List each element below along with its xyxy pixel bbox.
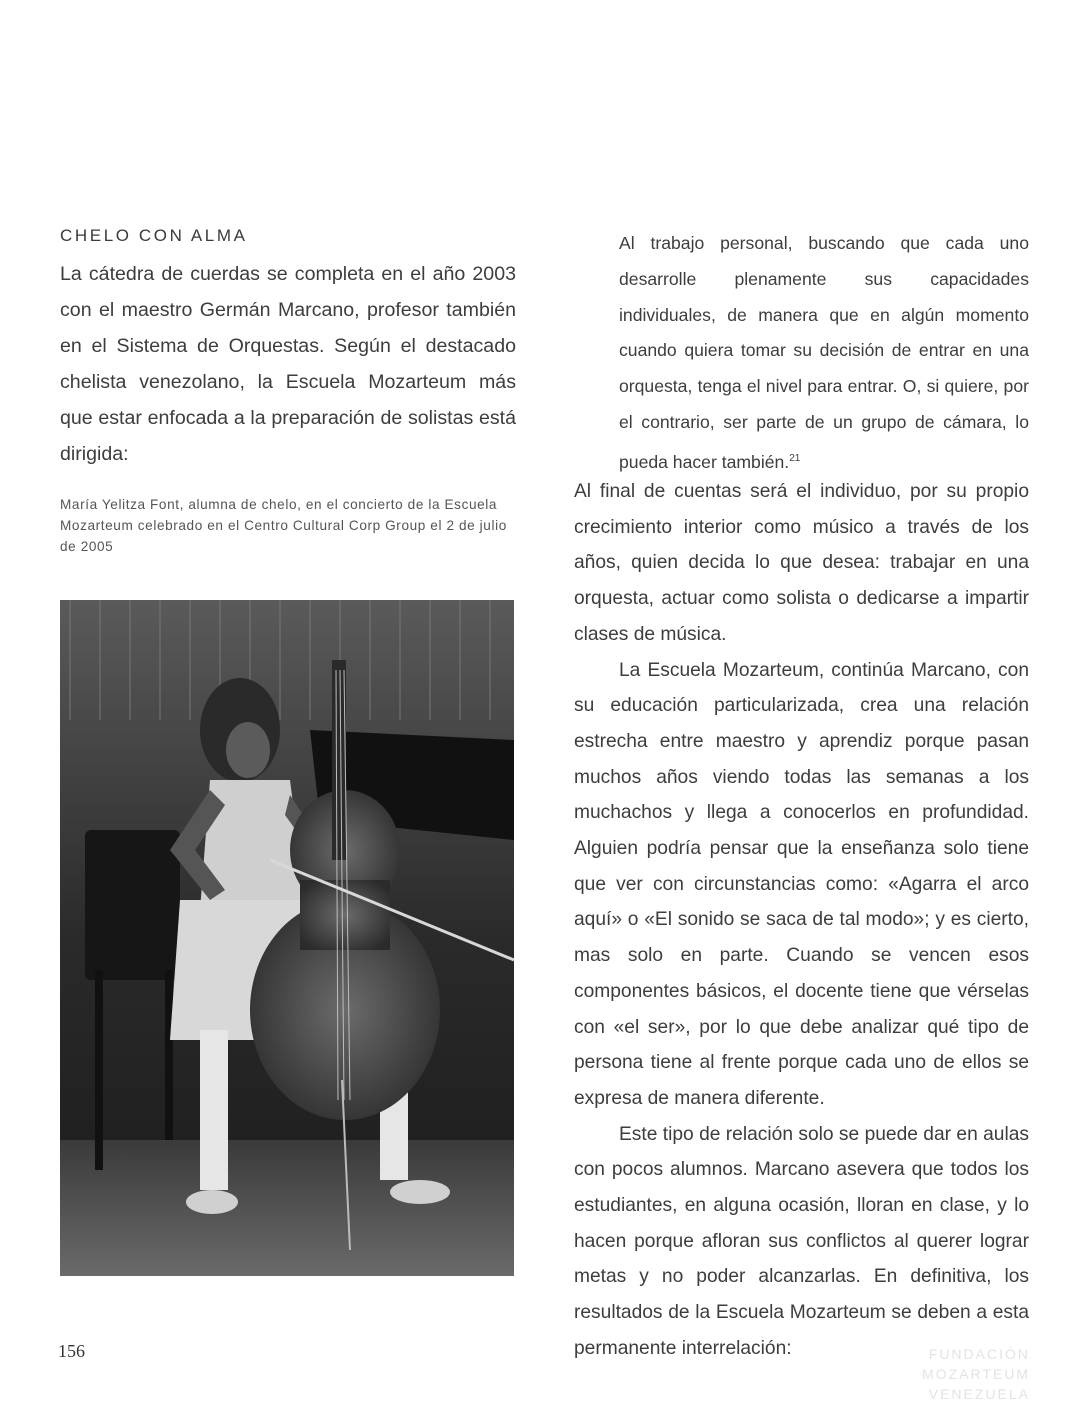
cellist-photo	[60, 600, 514, 1276]
section-title: CHELO CON ALMA	[60, 226, 248, 245]
logo-line: MOZARTEUM	[922, 1366, 1030, 1382]
main-column	[574, 474, 1029, 1367]
page-number: 156	[58, 1341, 85, 1361]
intro-paragraph: La cátedra de cuerdas se completa en el año 2003 con el maestro Germán Marcano, profesor también en el Sistema de Orquestas. Según el destacado chelista venezolano, la Escuela Mozarteum más que estar enfocada a la preparación de solistas está dirigida:	[60, 263, 516, 465]
quote-block	[619, 226, 1029, 480]
photo-caption: María Yelitza Font, alumna de chelo, en el concierto de la Escuela Mozarteum celebrado en el Centro Cultural Corp Group el 2 de julio de 2005	[60, 497, 507, 554]
paragraph: Al final de cuentas será el individuo, por su propio crecimiento interior como músico a través de los años, quien decida lo que desea: trabajar en una orquesta, actuar como solista o dedicarse a impartir clases de música.	[574, 481, 1029, 645]
logo-line: VENEZUELA	[928, 1386, 1030, 1402]
paragraph: Este tipo de relación solo se puede dar en aulas con pocos alumnos. Marcano asevera que todos los estudiantes, en alguna ocasión, lloran en clase, y lo hacen porque afloran sus conflictos al querer lograr metas y no poder alcanzarlas. En definitiva, los resultados de la Escuela Mozarteum se deben a esta permanente interrelación:	[574, 1123, 1029, 1359]
foundation-logo	[922, 1344, 1030, 1404]
footnote-marker: 21	[789, 452, 801, 464]
quote-text: Al trabajo personal, buscando que cada uno desarrolle plenamente sus capacidades individuales, de manera que en algún momento cuando quiera tomar su decisión de entrar en una orquesta, tenga el nivel para entrar. O, si quiere, por el contrario, ser parte de un grupo de cámara, lo pueda hacer también.	[619, 233, 1029, 472]
logo-line: FUNDACIÓN	[928, 1346, 1030, 1362]
paragraph: La Escuela Mozarteum, continúa Marcano, con su educación particularizada, crea una relación estrecha entre maestro y aprendiz porque pasan muchos años viendo todas las semanas a los muchachos y llega a conocerlos en profundidad. Alguien podría pensar que la enseñanza solo tiene que ver con circunstancias como: «Agarra el arco aquí» o «El sonido se saca de tal modo»; y es cierto, mas solo en parte. Cuando se vencen esos componentes básicos, el docente tiene que vérselas con «el ser», por lo que debe analizar qué tipo de persona tiene al frente porque cada uno de ellos se expresa de manera diferente.	[574, 659, 1029, 1109]
